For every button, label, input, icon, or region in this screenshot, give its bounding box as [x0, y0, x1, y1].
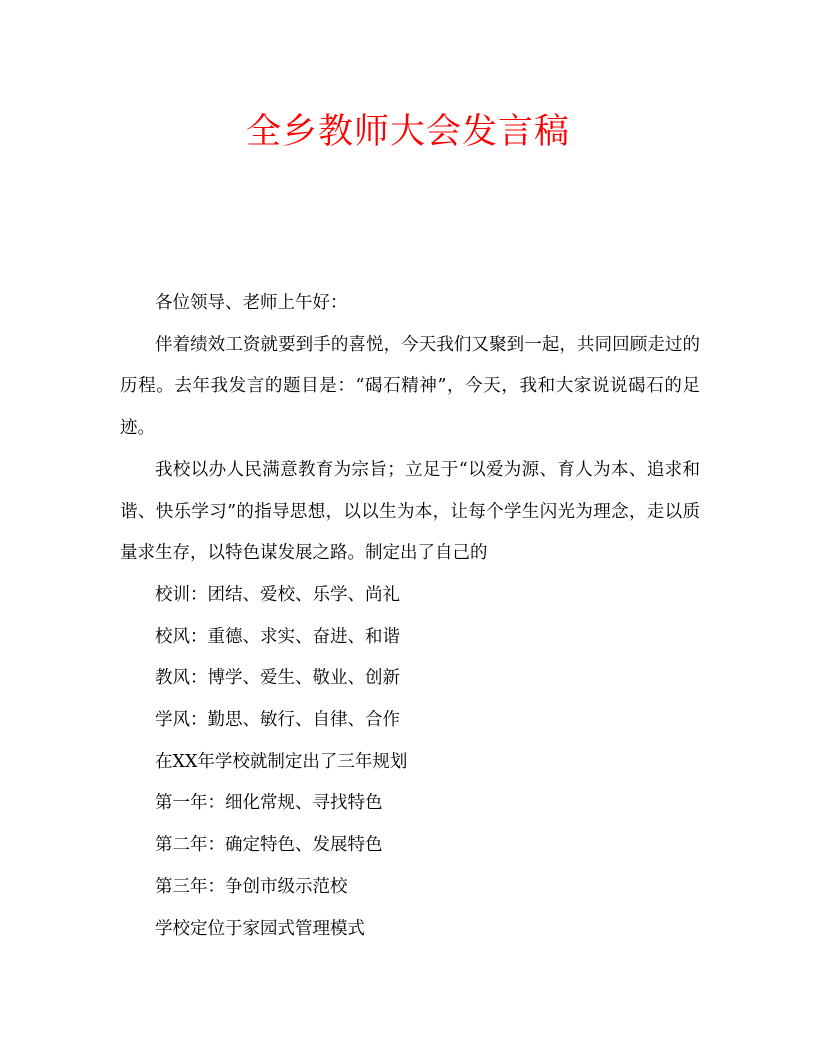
greeting: 各位领导、老师上午好：: [155, 293, 348, 313]
motto-learning-style: 学风：勤思、敏行、自律、合作: [155, 710, 400, 731]
motto-school-spirit: 校风：重德、求实、奋进、和谐: [155, 626, 400, 647]
motto-teaching-style: 教风：博学、爱生、敬业、创新: [155, 668, 400, 689]
motto-school: 校训：团结、爱校、乐学、尚礼: [155, 584, 400, 605]
plan-year-1: 第一年：细化常规、寻找特色: [155, 793, 383, 814]
paragraph: 我校以办人民满意教育为宗旨；立足于“以爱为源、育人为本、追求和谐、快乐学习”的指导思想，以以生为本，让每个学生闪光为理念，走以质量求生存，以特色谋发展之路。制定出了自己的: [120, 459, 700, 564]
paragraph: 伴着绩效工资就要到手的喜悦，今天我们又聚到一起，共同回顾走过的历程。去年我发言的题目是：“碣石精神”，今天，我和大家说说碣石的足迹。: [120, 334, 700, 439]
document-body: [120, 283, 700, 950]
plan-intro: 在XX年学校就制定出了三年规划: [155, 751, 408, 772]
management-model: 学校定位于家园式管理模式: [155, 918, 365, 939]
plan-year-2: 第二年：确定特色、发展特色: [155, 835, 383, 856]
plan-year-3: 第三年：争创市级示范校: [155, 876, 348, 897]
document-title: 全乡教师大会发言稿: [245, 112, 570, 152]
